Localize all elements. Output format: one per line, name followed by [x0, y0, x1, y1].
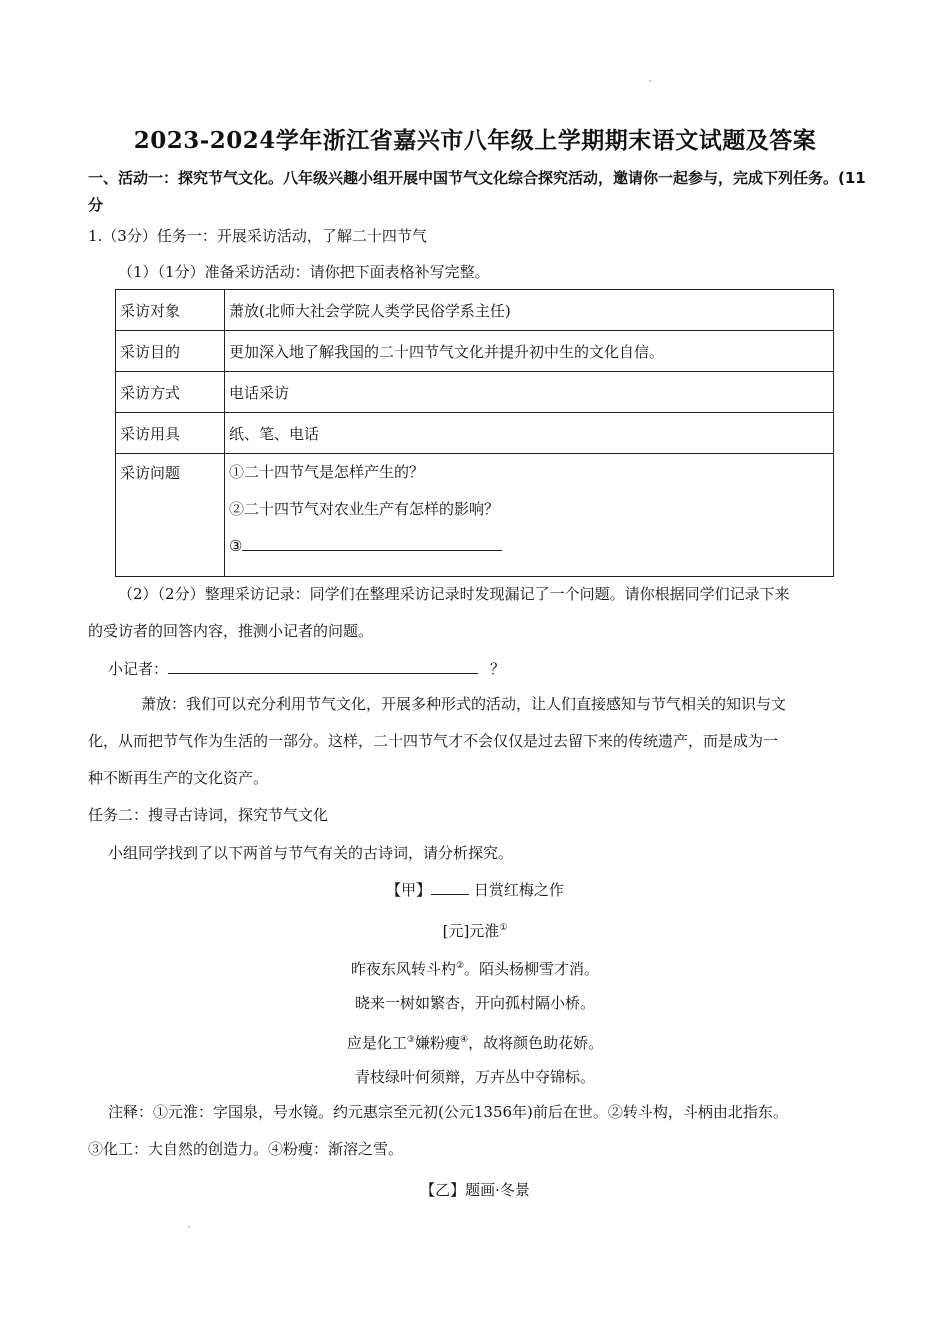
interviewee-answer: [88, 686, 864, 797]
table-cell-value: 电话采访: [225, 372, 834, 413]
table-row: [116, 290, 834, 331]
answer-blank[interactable]: [168, 657, 478, 674]
paragraph-line: 化，从而把节气作为生活的一部分。这样，二十四节气才不会仅仅是过去留下来的传统遗产，而是成为一: [88, 732, 779, 750]
footnote-mark: ④: [460, 1035, 469, 1045]
answer-blank[interactable]: [242, 534, 502, 551]
interview-table: [115, 289, 834, 577]
interview-question-blank-row: [229, 528, 833, 565]
question-mark: ？: [490, 660, 506, 678]
question-1-heading: 1.（3分）任务一：开展采访活动，了解二十四节气: [88, 227, 427, 245]
table-row: [116, 454, 834, 577]
note-line: ③化工：大自然的创造力。④粉瘦：渐溶之雪。: [88, 1140, 404, 1158]
table-cell-value: 萧放(北师大社会学院人类学民俗学系主任): [225, 290, 834, 331]
paragraph-line: 的受访者的回答内容，推测小记者的问题。: [88, 622, 374, 640]
reporter-label: 小记者：: [108, 660, 169, 678]
poem-2-title: 【乙】题画·冬景: [420, 1181, 530, 1199]
table-cell-value: 更加深入地了解我国的二十四节气文化并提升初中生的文化自信。: [225, 331, 834, 372]
interview-question: ③: [229, 537, 243, 555]
poem-title-text: 日赏红梅之作: [473, 881, 564, 899]
paragraph-line: （2）（2分）整理采访记录：同学们在整理采访记录时发现漏记了一个问题。请你根据同学们记录下来: [118, 585, 790, 603]
poem-line: [0, 956, 950, 979]
poem-text: 应是化工: [346, 1034, 407, 1052]
table-row: [116, 372, 834, 413]
poem-notes: [88, 1094, 864, 1168]
poem-line: 晓来一树如繁杏，开向孤村隔小桥。: [354, 994, 595, 1012]
answer-blank[interactable]: [431, 880, 469, 895]
poem-text: 昨夜东风转斗杓: [350, 960, 456, 978]
question-1-part-2: [88, 576, 864, 650]
poem-label: 【甲】: [386, 881, 432, 899]
poem-1-author: [0, 918, 950, 941]
table-cell-value: 纸、笔、电话: [225, 413, 834, 454]
table-cell-label: 采访对象: [116, 290, 225, 331]
footnote-mark: ③: [406, 1035, 415, 1045]
page-mark-dot: [649, 80, 651, 82]
interview-question: ②二十四节气对农业生产有怎样的影响？: [229, 500, 500, 518]
section-heading: 一、活动一：探究节气文化。八年级兴趣小组开展中国节气文化综合探究活动，邀请你一起参与，完成下列任务。(11分: [88, 169, 866, 214]
poem-text: 。陌头杨柳雪才消。: [464, 960, 600, 978]
paragraph-line: 种不断再生产的文化资产。: [88, 769, 269, 787]
poem-1-title: [0, 880, 950, 900]
poem-line: 青枝绿叶何须辩，万卉丛中夺锦标。: [354, 1068, 595, 1086]
footnote-mark: ②: [455, 961, 465, 971]
poem-line: [0, 1030, 950, 1053]
question-1-part-1: （1）（1分）准备采访活动：请你把下面表格补写完整。: [118, 263, 490, 281]
poem-text: 嫌粉瘦: [414, 1034, 460, 1052]
note-line: 注释：①元淮：字国泉，号水镜。约元惠宗至元初(公元1356年)前后在世。②转斗构，斗柄由北指东。: [108, 1103, 788, 1121]
interview-question: ①二十四节气是怎样产生的？: [229, 463, 425, 481]
task-2-intro: 小组同学找到了以下两首与节气有关的古诗词，请分析探究。: [108, 844, 514, 862]
table-row: [116, 331, 834, 372]
table-cell-label: 采访问题: [116, 454, 225, 577]
author-name: [元]元淮: [442, 922, 500, 940]
footnote-mark: ①: [499, 923, 508, 933]
paragraph-line: 萧放：我们可以充分利用节气文化，开展多种形式的活动，让人们直接感知与节气相关的知识与文: [141, 695, 787, 713]
table-cell-label: 采访用具: [116, 413, 225, 454]
table-cell-label: 采访方式: [116, 372, 225, 413]
reporter-line: [108, 657, 505, 679]
task-2-heading: 任务二：搜寻古诗词，探究节气文化: [88, 806, 329, 824]
table-row: [116, 413, 834, 454]
table-cell-questions: [225, 454, 834, 577]
table-cell-label: 采访目的: [116, 331, 225, 372]
document-title: 2023-2024学年浙江省嘉兴市八年级上学期期末语文试题及答案: [133, 127, 817, 154]
page-mark-dot: [188, 1226, 190, 1228]
poem-text: ，故将颜色助花娇。: [468, 1034, 604, 1052]
